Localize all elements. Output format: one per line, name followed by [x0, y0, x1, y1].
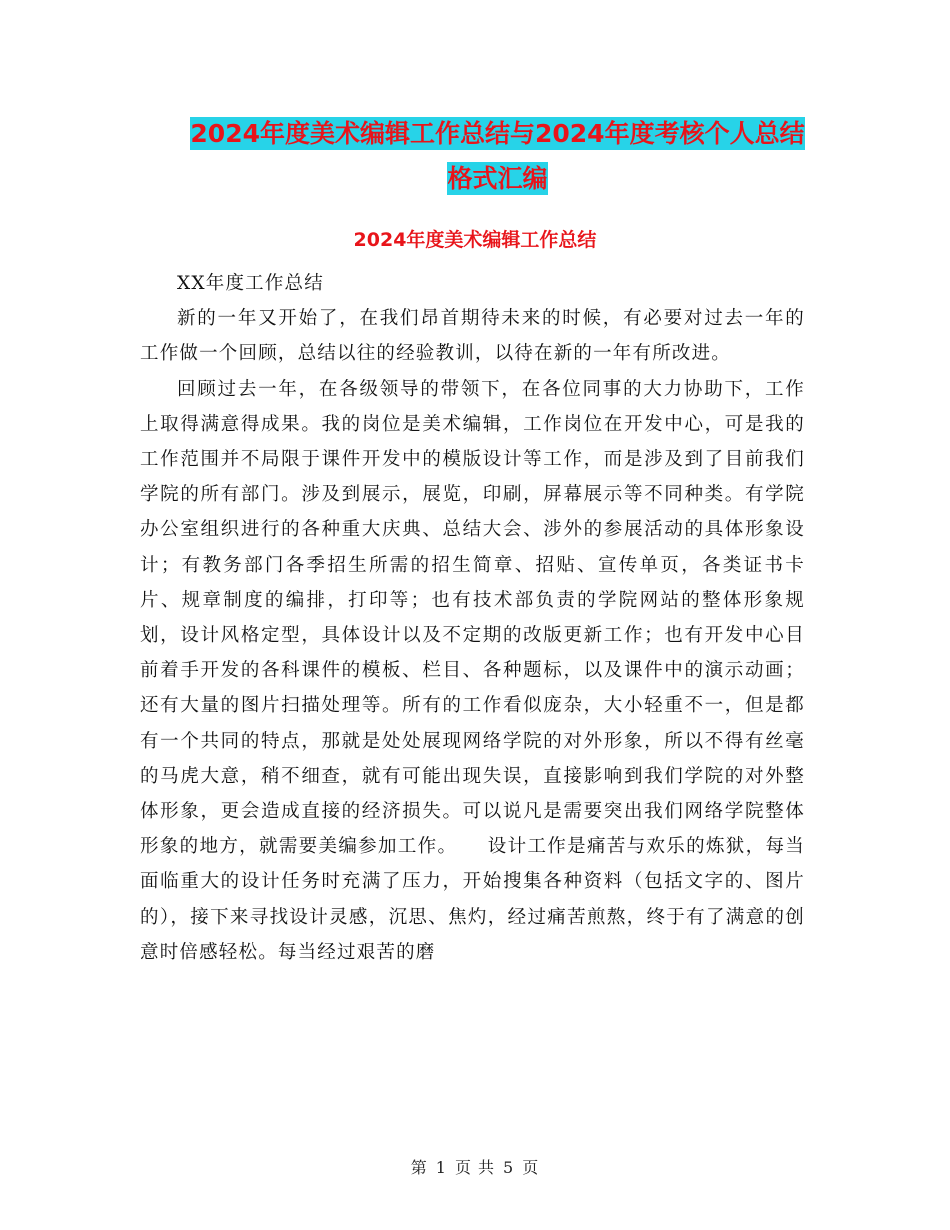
page-footer	[0, 1155, 950, 1178]
document-body	[140, 266, 805, 970]
footer-suffix: 页	[522, 1158, 540, 1177]
paragraph-review: 回顾过去一年，在各级领导的带领下，在各位同事的大力协助下，工作上取得满意得成果。我的岗位是美术编辑，工作岗位在开发中心，可是我的工作范围并不局限于课件开发中的模版设计等工作，而是涉及到了目前我们学院的所有部门。涉及到展示，展览，印刷，屏幕展示等不同种类。有学院办公室组织进行的各种重大庆典、总结大会、涉外的参展活动的具体形象设计；有教务部门各季招生所需的招生简章、招贴、宣传单页，各类证书卡片、规章制度的编排，打印等；也有技术部负责的学院网站的整体形象规划，设计风格定型，具体设计以及不定期的改版更新工作；也有开发中心目前着手开发的各科课件的模板、栏目、各种题标，以及课件中的演示动画；还有大量的图片扫描处理等。所有的工作看似庞杂，大小轻重不一，但是都有一个共同的特点，那就是处处展现网络学院的对外形象，所以不得有丝毫的马虎大意，稍不细查，就有可能出现失误，直接影响到我们学院的对外整体形象，更会造成直接的经济损失。可以说凡是需要突出我们网络学院整体形象的地方，就需要美编参加工作。 设计工作是痛苦与欢乐的炼狱，每当面临重大的设计任务时充满了压力，开始搜集各种资料（包括文字的、图片的），接下来寻找设计灵感，沉思、焦灼，经过痛苦煎熬，终于有了满意的创意时倍感轻松。每当经过艰苦的磨	[140, 378, 805, 963]
footer-prefix: 第	[410, 1158, 428, 1177]
document-title-line-2	[140, 159, 855, 195]
footer-page-total: 5	[503, 1158, 515, 1177]
document-title-line-1	[140, 114, 855, 150]
section-title: 2024年度美术编辑工作总结	[353, 229, 597, 251]
paragraph-subtitle: XX年度工作总结	[177, 273, 324, 294]
footer-page-number: 1	[435, 1158, 447, 1177]
paragraph-intro: 新的一年又开始了，在我们昂首期待未来的时候，有必要对过去一年的工作做一个回顾，总结以往的经验教训，以待在新的一年有所改进。	[140, 308, 805, 365]
footer-mid: 页 共	[454, 1158, 496, 1177]
title-highlight-1: 2024年度美术编辑工作总结与2024年度考核个人总结	[190, 119, 805, 148]
title-highlight-2: 格式汇编	[447, 164, 548, 193]
